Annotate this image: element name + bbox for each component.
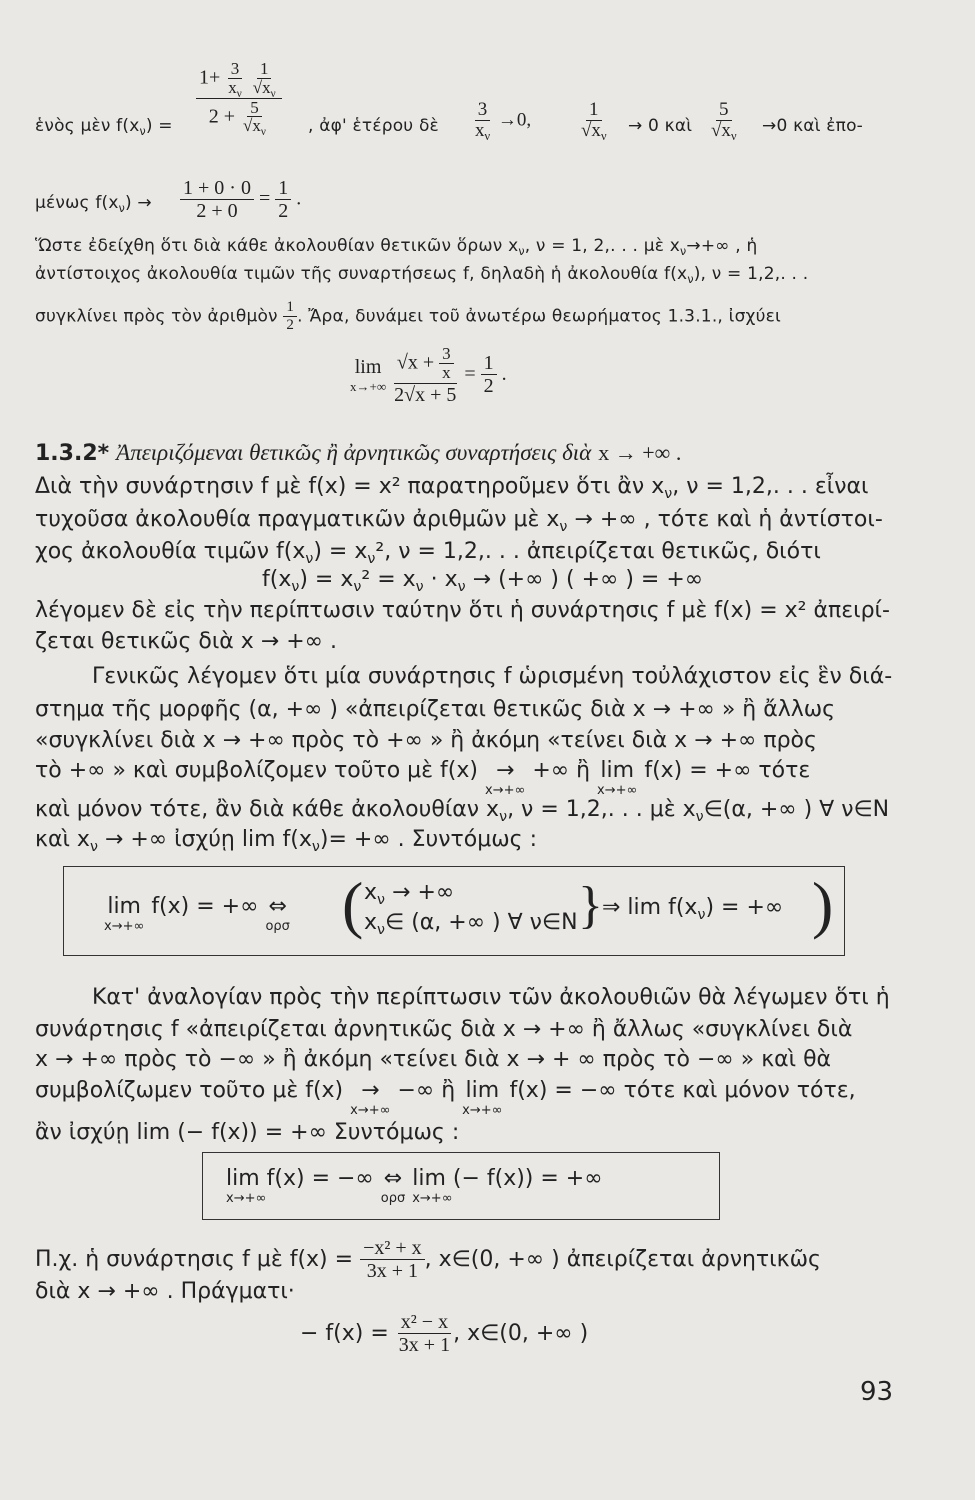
block1-lead: ἑνὸς μὲν $f(x_\nu)$ = [35,116,173,138]
para2-line5: ζεται θετικῶς διὰ x → +∞ . [35,629,337,654]
box1-cond1: $x_\nu$ → +∞ [364,880,455,908]
para3-line4: τὸ +∞ » καὶ συμβολίζομεν τοῦτο μὲ f(x) → x→+∞ +∞ ἢ lim x→+∞ f(x) = +∞ τότε [35,758,811,798]
para4-line3: x → +∞ πρὸς τὸ −∞ » ἢ ἀκόμη «τείνει διὰ x → + ∞ πρὸς τὸ −∞ » καὶ θὰ [35,1047,832,1072]
para3-line1: Γενικῶς λέγομεν ὅτι μία συνάρτησις f ὡρισμένη τοὐλάχιστον εἰς ἓν διά- [92,664,893,689]
para4-line5: ἂν ἰσχύῃ lim (− f(x)) = +∞ Συντόμως : [35,1120,460,1145]
box1-implies: ⇒ $\lim f(x_\nu)$ = +∞ [602,895,784,923]
limit1: lim x→+∞ √x + $\frac{3}{x}$ 2√x + 5 = $\frac{1}{2}$ . [350,344,507,406]
para2-equation: $f(x_\nu) = x_\nu^2 = x_\nu \cdot x_\nu$ → (+∞ ) ( +∞ ) = +∞ [262,567,704,595]
para4-line1: Κατ' ἀναλογίαν πρὸς τὴν περίπτωσιν τῶν ἀκολουθιῶν θὰ λέγωμεν ὅτι ἡ [92,985,890,1010]
para3-line2: στημα τῆς μορφῆς (α, +∞ ) «ἀπειρίζεται θετικῶς διὰ x → +∞ » ἢ ἄλλως [35,697,836,722]
block2-fraction: $\frac{1 + 0 \cdot 0}{2 + 0}$ = $\frac{1}{2}$ . [180,178,301,222]
para5-line2: διὰ x → +∞ . Πράγματι· [35,1279,295,1304]
para5-line1: Π.χ. ἡ συνάρτησις f μὲ f(x) = $\frac{\text{−x² + x}}{3x + 1}$ , x∈(0, +∞ ) ἀπειρίζεται ἀρνητικῶς [35,1237,821,1282]
box1-right-paren: ) [812,869,834,940]
box1-left-paren: ( [342,869,364,940]
section-heading: 1.3.2* Ἀπειριζόμεναι θετικῶς ἢ ἀρνητικῶς συναρτήσεις διὰ x → +∞ . [35,440,682,466]
box1-left: lim x→+∞ f(x) = +∞ ⇔ ορσ [104,894,290,934]
para4-line2: συνάρτησις f «ἀπειρίζεται ἀρνητικῶς διὰ x → +∞ ἢ ἄλλως «συγκλίνει διὰ [35,1017,853,1042]
block1-tail: →0 καὶ ἐπο- [762,116,864,136]
block1-f3: $\frac{3}{x_\nu}$ →0, [475,99,532,144]
block1-f4: $\frac{1}{√x_\nu}$ [581,99,607,144]
para2-line3: χος ἀκολουθία τιμῶν $f(x_\nu) = x_\nu^2$, ν = 1,2,. . . ἀπειρίζεται θετικῶς, διότι [35,539,821,567]
para2-line2: τυχοῦσα ἀκολουθία πραγματικῶν ἀριθμῶν μὲ $x_\nu$ → +∞ , τότε καὶ ἡ ἀντίστοι- [35,507,883,535]
para2-line4: λέγομεν δὲ εἰς τὴν περίπτωσιν ταύτην ὅτι ἡ συνάρτησις f μὲ f(x) = x² ἀπειρί- [35,598,890,623]
box1-cond2: $x_\nu\in$ (α, +∞ ) ∀ ν∈N [364,910,578,938]
para3-line6: καὶ $x_\nu$ → +∞ ἰσχύῃ $\lim f(x_\nu)=$ +∞ . Συντόμως : [35,827,537,855]
para5-equation: − f(x) = $\frac{\text{x² − x}}{3x + 1}$ , x∈(0, +∞ ) [300,1311,589,1356]
block2-lead: μένως $f(x_\nu)$ → [35,193,152,215]
para1-line2: ἀντίστοιχος ἀκολουθία τιμῶν τῆς συναρτήσεως f, δηλαδὴ ἡ ἀκολουθία $f(x_\nu)$, ν = 1,2,. . . [35,264,809,286]
box2-content: lim f(x) = −∞ x→+∞ ⇔ ορσ lim (− f(x)) = +∞ x→+∞ [226,1166,603,1206]
para4-line4: συμβολίζωμεν τοῦτο μὲ f(x) → x→+∞ −∞ ἢ lim x→+∞ f(x) = −∞ τότε καὶ μόνον τότε, [35,1078,856,1118]
para3-line5: καὶ μόνον τότε, ἂν διὰ κάθε ἀκολουθίαν $x_\nu$, ν = 1,2,. . . μὲ $x_\nu\in(\alpha$, +∞ ) ∀ ν∈N [35,797,890,825]
box1-right-brace: } [578,877,603,934]
para2-line1: Διὰ τὴν συνάρτησιν f μὲ f(x) = x² παρατηροῦμεν ὅτι ἂν $x_\nu$, ν = 1,2,. . . εἶναι [35,474,869,502]
para3-line3: «συγκλίνει διὰ x → +∞ πρὸς τὸ +∞ » ἢ ἀκόμη «τείνει διὰ x → +∞ πρὸς [35,728,817,753]
block1-f5: $\frac{5}{√x_\nu}$ [711,99,737,144]
block1-big-fraction: 1+ $\frac{3}{x_\nu}$ $\frac{1}{√x_\nu}$ 2 + $\frac{5}{√x_\nu}$ [196,60,282,136]
block1-mid: , ἀφ' ἑτέρου δὲ [308,116,439,136]
para1-line3: συγκλίνει πρὸς τὸν ἀριθμὸν $\frac{1}{2}$ . Ἄρα, δυνάμει τοῦ ἀνωτέρω θεωρήματος 1.3.1., ἰσχύει [35,299,781,333]
block1-arrow0b: → 0 καὶ [628,116,693,136]
page-number: 93 [860,1377,894,1407]
para1-line1: Ὥστε ἐδείχθη ὅτι διὰ κάθε ἀκολουθίαν θετικῶν ὅρων $x_\nu$, ν = 1, 2,. . . μὲ $x_\nu\to+\infty$ , ἡ [35,236,758,258]
